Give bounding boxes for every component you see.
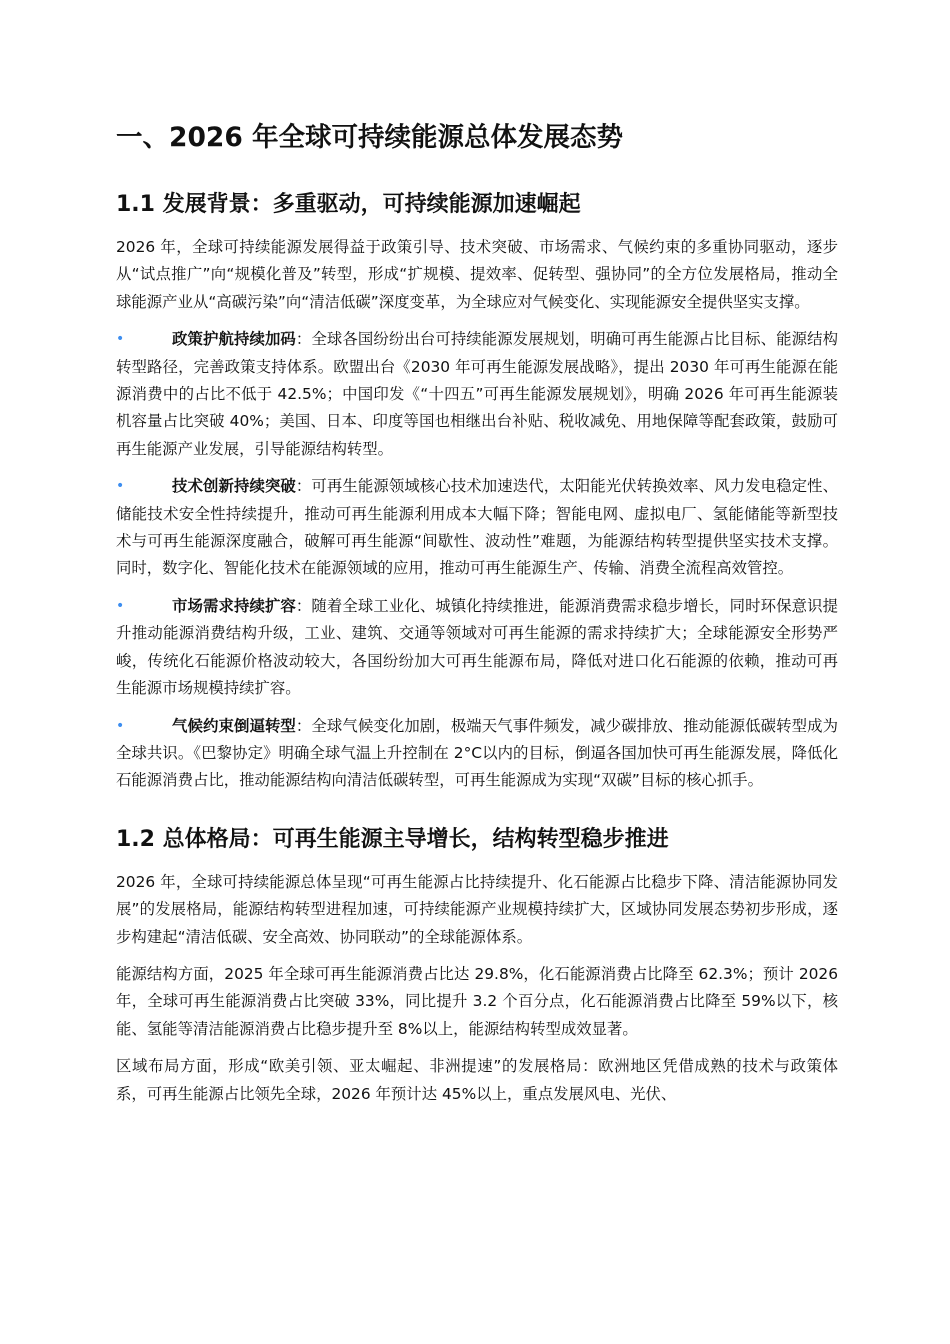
list-item bbox=[116, 326, 838, 463]
bullet-icon: • bbox=[116, 331, 125, 348]
section-2-paragraph-3: 区域布局方面，形成“欧美引领、亚太崛起、非洲提速”的发展格局：欧洲地区凭借成熟的技术与政策体系，可再生能源占比领先全球，2026 年预计达 45%以上，重点发展风电、光伏、 bbox=[116, 1057, 838, 1103]
section-2-heading: 1.2 总体格局：可再生能源主导增长，结构转型稳步推进 bbox=[116, 826, 669, 852]
bullet-title: 技术创新持续突破 bbox=[172, 477, 296, 496]
bullet-title: 气候约束倒逼转型 bbox=[172, 716, 296, 735]
bullet-title: 政策护航持续加码 bbox=[172, 330, 296, 349]
list-item bbox=[116, 473, 838, 583]
bullet-icon: • bbox=[116, 597, 125, 614]
bullet-body: ：随着全球工业化、城镇化持续推进，能源消费需求稳步增长，同时环保意识提升推动能源消费结构升级，工业、建筑、交通等领域对可再生能源的需求持续扩大；全球能源安全形势严峻，传统化石能源价格波动较大，各国纷纷加大可再生能源布局，降低对进口化石能源的依赖，推动可再生能源市场规模持续扩容。 bbox=[116, 596, 838, 698]
bullet-title: 市场需求持续扩容 bbox=[172, 596, 296, 615]
section-1-heading: 1.1 发展背景：多重驱动，可持续能源加速崛起 bbox=[116, 192, 581, 217]
section-1-intro: 2026 年，全球可持续能源发展得益于政策引导、技术突破、市场需求、气候约束的多重协同驱动，逐步从“试点推广”向“规模化普及”转型，形成“扩规模、提效率、促转型、强协同”的全方位发展格局，推动全球能源产业从“高碳污染”向“清洁低碳”深度变革，为全球应对气候变化、实现能源安全提供坚实支撑。 bbox=[116, 238, 838, 311]
section-2-paragraph-1: 2026 年，全球可持续能源总体呈现“可再生能源占比持续提升、化石能源占比稳步下降、清洁能源协同发展”的发展格局，能源结构转型进程加速，可持续能源产业规模持续扩大，区域协同发展态势初步形成，逐步构建起“清洁低碳、安全高效、协同联动”的全球能源体系。 bbox=[116, 872, 838, 946]
list-item bbox=[116, 593, 838, 703]
bullet-icon: • bbox=[116, 478, 125, 495]
section-2-paragraph-2: 能源结构方面，2025 年全球可再生能源消费占比达 29.8%，化石能源消费占比降至 62.3%；预计 2026 年，全球可再生能源消费占比突破 33%，同比提升 3.2 个百分点，化石能源消费占比降至 59%以下，核能、氢能等清洁能源消费占比稳步提升至 8%以上，能源结构转型成效显著。 bbox=[116, 964, 838, 1038]
bullet-body: ：可再生能源领域核心技术加速迭代，太阳能光伏转换效率、风力发电稳定性、储能技术安全性持续提升，推动可再生能源利用成本大幅下降；智能电网、虚拟电厂、氢能储能等新型技术与可再生能源深度融合，破解可再生能源“间歇性、波动性”难题，为能源结构转型提供坚实技术支撑。同时，数字化、智能化技术在能源领域的应用，推动可再生能源生产、传输、消费全流程高效管控。 bbox=[116, 477, 838, 578]
driver-list bbox=[116, 326, 838, 795]
list-item bbox=[116, 713, 838, 795]
bullet-icon: • bbox=[116, 717, 125, 734]
chapter-title: 一、2026 年全球可持续能源总体发展态势 bbox=[116, 122, 623, 153]
bullet-body: ：全球各国纷纷出台可持续能源发展规划，明确可再生能源占比目标、能源结构转型路径，完善政策支持体系。欧盟出台《2030 年可再生能源发展战略》，提出 2030 年可再生能源在能源消费中的占比不低于 42.5%；中国印发《“十四五”可再生能源发展规划》，明确 2026 年可再生能源装机容量占比突破 40%；美国、日本、印度等国也相继出台补贴、税收减免、用地保障等配套政策，鼓励可再生能源产业发展，引导能源结构转型。 bbox=[116, 330, 838, 458]
document-content bbox=[116, 118, 838, 1108]
bullet-body: ：全球气候变化加剧，极端天气事件频发，减少碳排放、推动能源低碳转型成为全球共识。《巴黎协定》明确全球气温上升控制在 2°C以内的目标，倒逼各国加快可再生能源发展，降低化石能源消费占比，推动能源结构向清洁低碳转型，可再生能源成为实现“双碳”目标的核心抓手。 bbox=[116, 716, 838, 790]
